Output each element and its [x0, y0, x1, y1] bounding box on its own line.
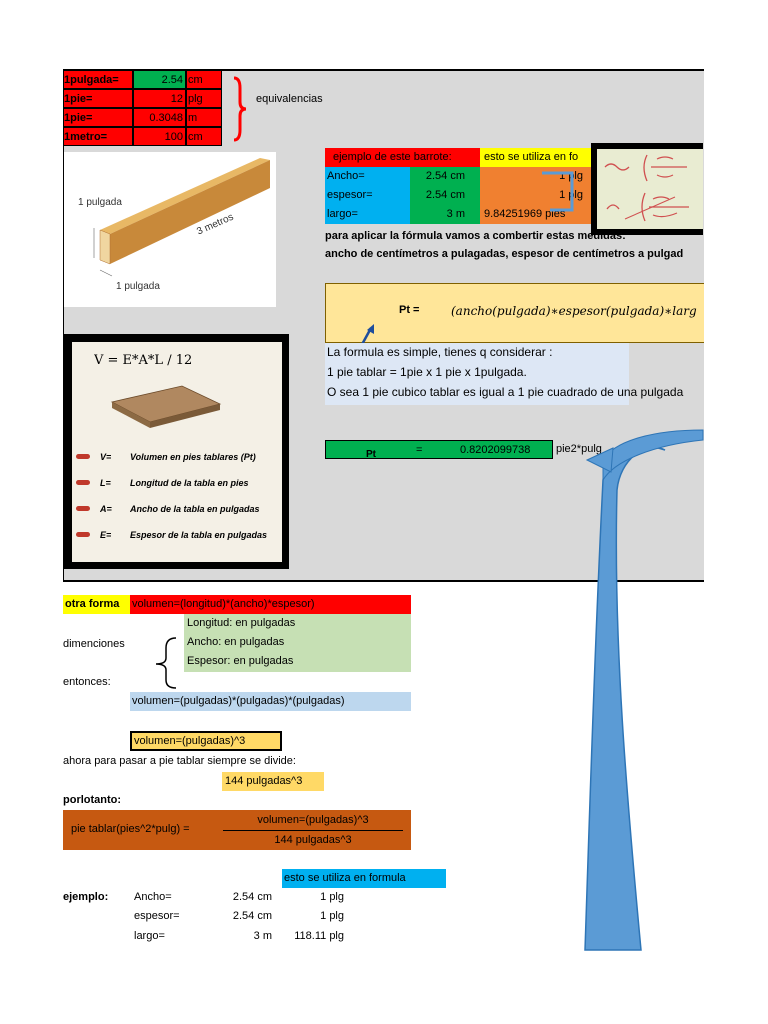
dimension-2: Ancho: en pulgadas — [187, 636, 285, 648]
example-row-3-value: 3 m — [410, 205, 480, 224]
example-row-1-label: Ancho= — [325, 167, 410, 186]
dimensions-label: dimenciones — [63, 638, 125, 650]
wooden-beam-icon — [64, 152, 276, 307]
legend-desc-2: Longitud de la tabla en pies — [130, 478, 249, 488]
example-header-right: esto se utiliza en fo — [480, 148, 593, 167]
example2-row-2-value: 2.54 cm — [232, 910, 272, 922]
dimensions-brace — [150, 636, 180, 690]
divisor: 144 pulgadas^3 — [222, 772, 324, 791]
fraction-left: pie tablar(pies^2*pulg) = — [71, 823, 190, 835]
large-curved-arrow-icon — [575, 420, 710, 955]
formula-expression: (ancho(pulgada)∗espesor(pulgada)∗larg — [451, 304, 697, 318]
equiv-unit-1: cm — [186, 70, 222, 89]
equiv-unit-2: plg — [186, 89, 222, 108]
equiv-value-1: 2.54 — [133, 70, 186, 89]
legend-bullet-icon — [76, 506, 90, 511]
example-header-left: ejemplo de este barrote: — [325, 148, 480, 167]
legend-bullet-icon — [76, 454, 90, 459]
equiv-value-3: 0.3048 — [133, 108, 186, 127]
equivalences-label: equivalencias — [256, 93, 323, 105]
equiv-label-2: 1pie= — [63, 89, 133, 108]
example-row-2-value: 2.54 cm — [410, 186, 480, 205]
example2-label: ejemplo: — [63, 891, 109, 903]
then-label: entonces: — [63, 676, 111, 688]
example-row-1-converted: 1 plg — [480, 167, 593, 186]
example2-row-3-label: largo= — [134, 930, 165, 942]
example2-row-1-value: 2.54 cm — [232, 891, 272, 903]
example-row-1-value: 2.54 cm — [410, 167, 480, 186]
example2-row-3-converted: 118.11 plg — [294, 930, 344, 942]
equivalences-brace — [232, 76, 252, 142]
equiv-label-1: 1pulgada= — [63, 70, 133, 89]
example2-header: esto se utiliza en formula — [282, 869, 446, 888]
fraction-denominator: 144 pulgadas^3 — [274, 834, 352, 846]
formula-image-text: V = E*A*L / 12 — [94, 353, 193, 368]
legend-key-1: V= — [100, 452, 112, 462]
example-row-3-converted: 9.84251969 pies — [480, 205, 593, 224]
fraction-box — [63, 810, 411, 850]
formula-pt-label: Pt = — [399, 304, 420, 316]
example2-row-1-converted: 1 plg — [320, 891, 344, 903]
result-pt-label: Pt — [366, 449, 376, 460]
instruction-line-1: para aplicar la fórmula vamos a combertir estas medidas: — [325, 230, 626, 242]
convert-text: ahora para pasar a pie tablar siempre se divide: — [63, 755, 296, 767]
volume-expanded: volumen=(pulgadas)*(pulgadas)*(pulgadas) — [130, 692, 411, 711]
legend-desc-3: Ancho de la tabla en pulgadas — [130, 504, 260, 514]
beam-image — [64, 152, 276, 307]
board-icon — [102, 382, 222, 432]
example2-row-1-label: Ancho= — [134, 891, 172, 903]
explanation-line-3: O sea 1 pie cubico tablar es igual a 1 pie cuadrado de una pulgada — [327, 385, 684, 399]
instruction-line-2: ancho de centímetros a pulagadas, espesor de centímetros a pulgad — [325, 248, 684, 260]
result-unit: pie2*pulg — [556, 443, 602, 455]
legend-bullet-icon — [76, 480, 90, 485]
volume-cubed: volumen=(pulgadas)^3 — [130, 731, 282, 751]
result-value: 0.8202099738 — [460, 444, 531, 456]
equiv-label-4: 1metro= — [63, 127, 133, 146]
example-row-2-converted: 1 plg — [480, 186, 593, 205]
example-row-3-label: largo= — [325, 205, 410, 224]
beam-length-label: 3 metros — [195, 211, 236, 238]
equiv-unit-4: cm — [186, 127, 222, 146]
explanation-line-2: 1 pie tablar = 1pie x 1 pie x 1pulgada. — [327, 365, 527, 379]
equiv-value-2: 12 — [133, 89, 186, 108]
handwritten-conversion-icon — [597, 149, 703, 229]
example2-row-2-converted: 1 plg — [320, 910, 344, 922]
equiv-value-4: 100 — [133, 127, 186, 146]
dimension-1: Longitud: en pulgadas — [187, 617, 296, 629]
example2-row-2-label: espesor= — [134, 910, 180, 922]
equiv-unit-3: m — [186, 108, 222, 127]
legend-desc-4: Espesor de la tabla en pulgadas — [130, 530, 268, 540]
legend-key-4: E= — [100, 530, 112, 540]
legend-key-2: L= — [100, 478, 111, 488]
explanation-line-1: La formula es simple, tienes q considerar : — [327, 345, 553, 359]
example2-row-3-value: 3 m — [253, 930, 272, 942]
result-cell — [325, 440, 553, 459]
formula-box — [325, 283, 704, 343]
fraction-numerator: volumen=(pulgadas)^3 — [257, 814, 369, 826]
result-equals: = — [416, 444, 423, 456]
legend-key-3: A= — [100, 504, 112, 514]
equiv-label-3: 1pie= — [63, 108, 133, 127]
other-form-label: otra forma — [63, 595, 130, 614]
dimension-3: Espesor: en pulgadas — [187, 655, 294, 667]
beam-bottom-label: 1 pulgada — [116, 281, 160, 292]
other-form-formula: volumen=(longitud)*(ancho)*espesor) — [130, 595, 411, 614]
legend-bullet-icon — [76, 532, 90, 537]
therefore-label: porlotanto: — [63, 794, 122, 806]
formula-image — [64, 334, 289, 569]
formula-legend — [72, 442, 282, 562]
beam-side-label: 1 pulgada — [78, 197, 122, 208]
legend-desc-1: Volumen en pies tablares (Pt) — [130, 452, 256, 462]
bracket-arrow-icon — [540, 170, 590, 220]
handwritten-note-image — [591, 143, 703, 235]
example-row-2-label: espesor= — [325, 186, 410, 205]
